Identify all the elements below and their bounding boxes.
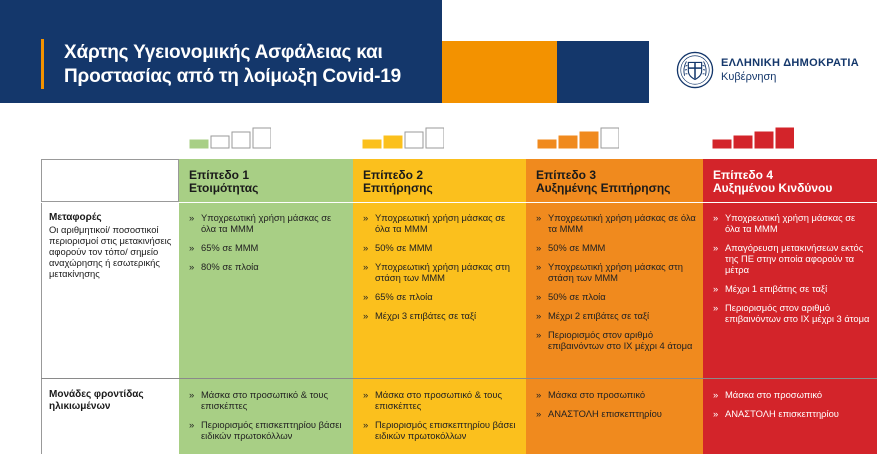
list-item: » Μέχρι 1 επιβάτης σε ταξί — [713, 283, 871, 294]
level-bar-filled — [538, 140, 556, 148]
level-2-heading — [363, 169, 433, 195]
list-item: » Υποχρεωτική χρήση μάσκας σε όλα τα ΜΜΜ — [536, 212, 697, 234]
level-bar-filled — [776, 128, 794, 148]
government-subtitle: Κυβέρνηση — [721, 71, 777, 83]
level-1-heading — [189, 169, 258, 195]
level-2-name: Επιτήρησης — [363, 181, 433, 195]
row-title-elderly-care: Μονάδες φροντίδας ηλικιωμένων — [49, 389, 144, 412]
government-logo — [676, 50, 859, 90]
list-item: » Μάσκα στο προσωπικό — [536, 389, 697, 400]
page-title — [64, 41, 401, 89]
level-bar-filled — [580, 132, 598, 148]
level-3-heading — [536, 169, 670, 195]
level-bar-empty — [426, 128, 444, 148]
list-item: » Απαγόρευση μετακινήσεων εκτός της ΠΕ στην οποία αφορούν τα μέτρα — [713, 242, 871, 275]
page-title-line-1: Χάρτης Υγειονομικής Ασφάλειας και — [64, 42, 383, 63]
government-name: ΕΛΛΗΝΙΚΗ ΔΗΜΟΚΡΑΤΙΑ — [721, 57, 859, 69]
level-bar-filled — [190, 140, 208, 148]
level-4-indicator-icon — [712, 127, 794, 149]
list-item: » Περιορισμός επισκεπτηρίου βάσει ειδικών πρωτοκόλλων — [189, 419, 347, 441]
level-bar-empty — [232, 132, 250, 148]
row-desc-transport: Οι αριθμητικοί/ ποσοστικοί περιορισμοί στις μετακινήσεις αφορούν τον τόπο/ σημείο αναχώρησης ή εσωτερικής μετακίνησης — [49, 224, 172, 279]
list-item: » Υποχρεωτική χρήση μάσκας στη στάση των ΜΜΜ — [363, 261, 520, 283]
level-bar-filled — [363, 140, 381, 148]
list-item: » 50% σε ΜΜΜ — [536, 242, 697, 253]
level-4-transport-list — [713, 212, 871, 332]
level-bar-filled — [713, 140, 731, 148]
row-label-column — [41, 159, 179, 454]
level-3-number: Επίπεδο 3 — [536, 168, 597, 182]
list-item: » Υποχρεωτική χρήση μάσκας σε όλα τα ΜΜΜ — [363, 212, 520, 234]
level-bar-empty — [405, 132, 423, 148]
level-3-elderly-list — [536, 389, 697, 427]
level-1-elderly-list — [189, 389, 347, 449]
row-title-transport: Μεταφορές — [49, 212, 102, 223]
level-bar-filled — [755, 132, 773, 148]
level-1-indicator-icon — [189, 127, 271, 149]
list-item: » Περιορισμός στον αριθμό επιβαινόντων στο ΙΧ μέχρι 3 άτομα — [713, 302, 871, 324]
level-4-column — [703, 159, 877, 454]
list-item: » 80% σε πλοία — [189, 261, 347, 272]
row-label-transport — [49, 212, 175, 279]
page-title-line-2: Προστασίας από τη λοίμωξη Covid-19 — [64, 66, 401, 87]
list-item: » 50% σε πλοία — [536, 291, 697, 302]
level-bar-empty — [211, 136, 229, 148]
level-1-name: Ετοιμότητας — [189, 181, 259, 195]
level-4-number: Επίπεδο 4 — [713, 168, 774, 182]
level-1-transport-list — [189, 212, 347, 280]
header-navy-block — [557, 41, 649, 103]
level-2-indicator-icon — [362, 127, 444, 149]
list-item: » ΑΝΑΣΤΟΛΗ επισκεπτηρίου — [713, 408, 871, 419]
measures-table — [41, 159, 877, 454]
table-left-border — [41, 202, 42, 454]
list-item: » 50% σε ΜΜΜ — [363, 242, 520, 253]
level-3-column — [526, 159, 703, 454]
table-corner-cell — [41, 159, 179, 202]
level-2-elderly-list — [363, 389, 520, 449]
header-row-divider — [41, 202, 877, 203]
list-item: » Περιορισμός επισκεπτηρίου βάσει ειδικών πρωτοκόλλων — [363, 419, 520, 441]
row-label-elderly-care — [49, 389, 175, 413]
list-item: » Υποχρεωτική χρήση μάσκας σε όλα τα ΜΜΜ — [713, 212, 871, 234]
list-item: » Υποχρεωτική χρήση μάσκας στη στάση των ΜΜΜ — [536, 261, 697, 283]
level-bar-filled — [734, 136, 752, 148]
list-item: » Μάσκα στο προσωπικό — [713, 389, 871, 400]
level-4-name: Αυξημένου Κινδύνου — [713, 181, 833, 195]
list-item: » Μάσκα στο προσωπικό & τους επισκέπτες — [189, 389, 347, 411]
level-1-column — [179, 159, 353, 454]
list-item: » ΑΝΑΣΤΟΛΗ επισκεπτηρίου — [536, 408, 697, 419]
level-1-number: Επίπεδο 1 — [189, 168, 250, 182]
level-bar-empty — [601, 128, 619, 148]
level-2-number: Επίπεδο 2 — [363, 168, 424, 182]
level-bar-filled — [384, 136, 402, 148]
list-item: » Υποχρεωτική χρήση μάσκας σε όλα τα ΜΜΜ — [189, 212, 347, 234]
level-2-transport-list — [363, 212, 520, 329]
level-bar-filled — [559, 136, 577, 148]
list-item: » 65% σε πλοία — [363, 291, 520, 302]
header-orange-block — [442, 41, 557, 103]
level-3-indicator-icon — [537, 127, 619, 149]
row-divider — [41, 378, 877, 379]
list-item: » Μάσκα στο προσωπικό & τους επισκέπτες — [363, 389, 520, 411]
level-4-heading — [713, 169, 832, 195]
level-2-column — [353, 159, 526, 454]
list-item: » Περιορισμός στον αριθμό επιβαινόντων στο ΙΧ μέχρι 4 άτομα — [536, 329, 697, 351]
list-item: » Μέχρι 3 επιβάτες σε ταξί — [363, 310, 520, 321]
list-item: » 65% σε ΜΜΜ — [189, 242, 347, 253]
greek-government-seal-icon — [676, 51, 714, 89]
level-4-elderly-list — [713, 389, 871, 427]
list-item: » Μέχρι 2 επιβάτες σε ταξί — [536, 310, 697, 321]
level-bar-empty — [253, 128, 271, 148]
level-3-name: Αυξημένης Επιτήρησης — [536, 181, 671, 195]
level-3-transport-list — [536, 212, 697, 359]
title-accent-bar — [41, 39, 44, 89]
